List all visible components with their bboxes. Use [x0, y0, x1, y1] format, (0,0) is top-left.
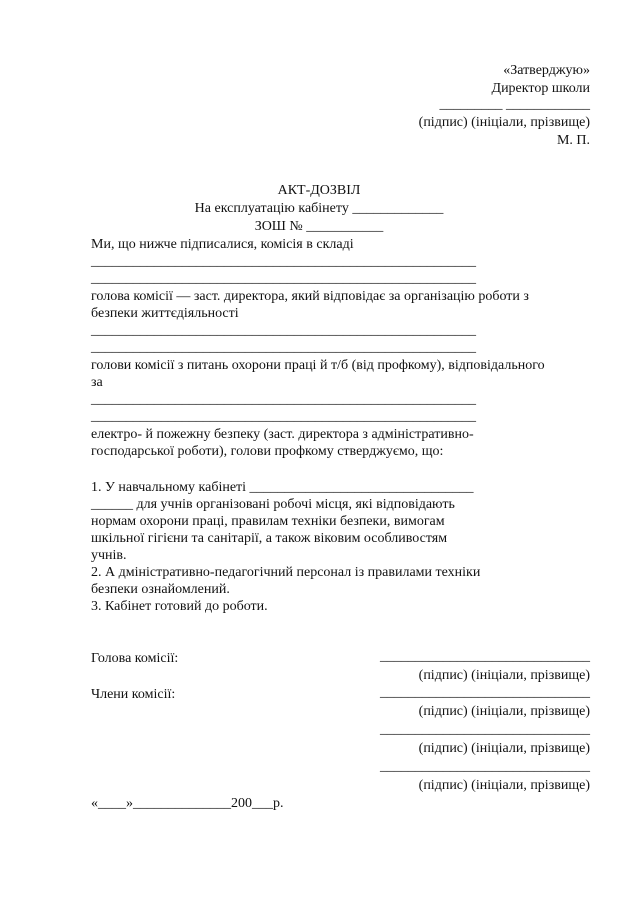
body-line: _______________________________________________________ — [91, 409, 476, 424]
members-label: Члени комісії: — [91, 687, 176, 702]
member-signature-caption: (підпис) (ініціали, прізвище) — [418, 704, 590, 719]
approval-title: «Затверджую» — [503, 63, 590, 78]
member-signature-line: ______________________________ — [380, 759, 590, 774]
body-line: _______________________________________________________ — [91, 323, 476, 338]
body-line: безпеки життєдіяльності — [91, 306, 239, 321]
member-signature-caption: (підпис) (ініціали, прізвище) — [418, 741, 590, 756]
body-line: голови комісії з питань охорони праці й т/б (від профкому), відповідального — [91, 358, 545, 373]
stamp-label: М. П. — [556, 133, 590, 148]
document-title: АКТ-ДОЗВІЛ — [277, 183, 361, 198]
head-signature-line: ______________________________ — [380, 649, 590, 664]
body-line: _______________________________________________________ — [91, 392, 476, 407]
director-label: Директор школи — [491, 81, 590, 96]
body-line: Ми, що нижче підписалися, комісія в складі — [91, 237, 354, 252]
point-line: 2. А дміністративно-педагогічний персонал із правилами техніки — [91, 565, 481, 580]
body-line: _______________________________________________________ — [91, 271, 476, 286]
point-line: учнів. — [91, 548, 127, 563]
point-line: безпеки ознайомлений. — [91, 582, 230, 597]
body-line: _______________________________________________________ — [91, 254, 476, 269]
point-line: 3. Кабінет готовий до роботи. — [91, 599, 268, 614]
member-signature-caption: (підпис) (ініціали, прізвище) — [418, 778, 590, 793]
head-signature-caption: (підпис) (ініціали, прізвище) — [418, 668, 590, 683]
school-number: ЗОШ № ___________ — [254, 219, 384, 234]
director-signature-caption: (підпис) (ініціали, прізвище) — [418, 115, 590, 130]
point-line: ______ для учнів організовані робочі місця, які відповідають — [91, 497, 455, 512]
member-signature-line: ______________________________ — [380, 722, 590, 737]
member-signature-line: ______________________________ — [380, 685, 590, 700]
body-line: голова комісії — заст. директора, який відповідає за організацію роботи з — [91, 289, 529, 304]
point-line: шкільної гігієни та санітарії, а також віковим особливостям — [91, 531, 448, 546]
body-line: _______________________________________________________ — [91, 340, 476, 355]
document-subtitle: На експлуатацію кабінету _____________ — [194, 201, 444, 216]
body-line: господарської роботи), голови профкому стверджуємо, що: — [91, 444, 444, 459]
date-line: «____»______________200___р. — [91, 796, 284, 811]
body-line: електро- й пожежну безпеку (заст. директора з адміністративно- — [91, 427, 474, 442]
point-line: нормам охорони праці, правилам техніки безпеки, вимогам — [91, 514, 445, 529]
body-line: за — [91, 375, 103, 390]
point-line: 1. У навчальному кабінеті ________________________________ — [91, 480, 474, 495]
head-of-commission-label: Голова комісії: — [91, 651, 179, 666]
director-signature-line: _________ ____________ — [439, 97, 590, 112]
